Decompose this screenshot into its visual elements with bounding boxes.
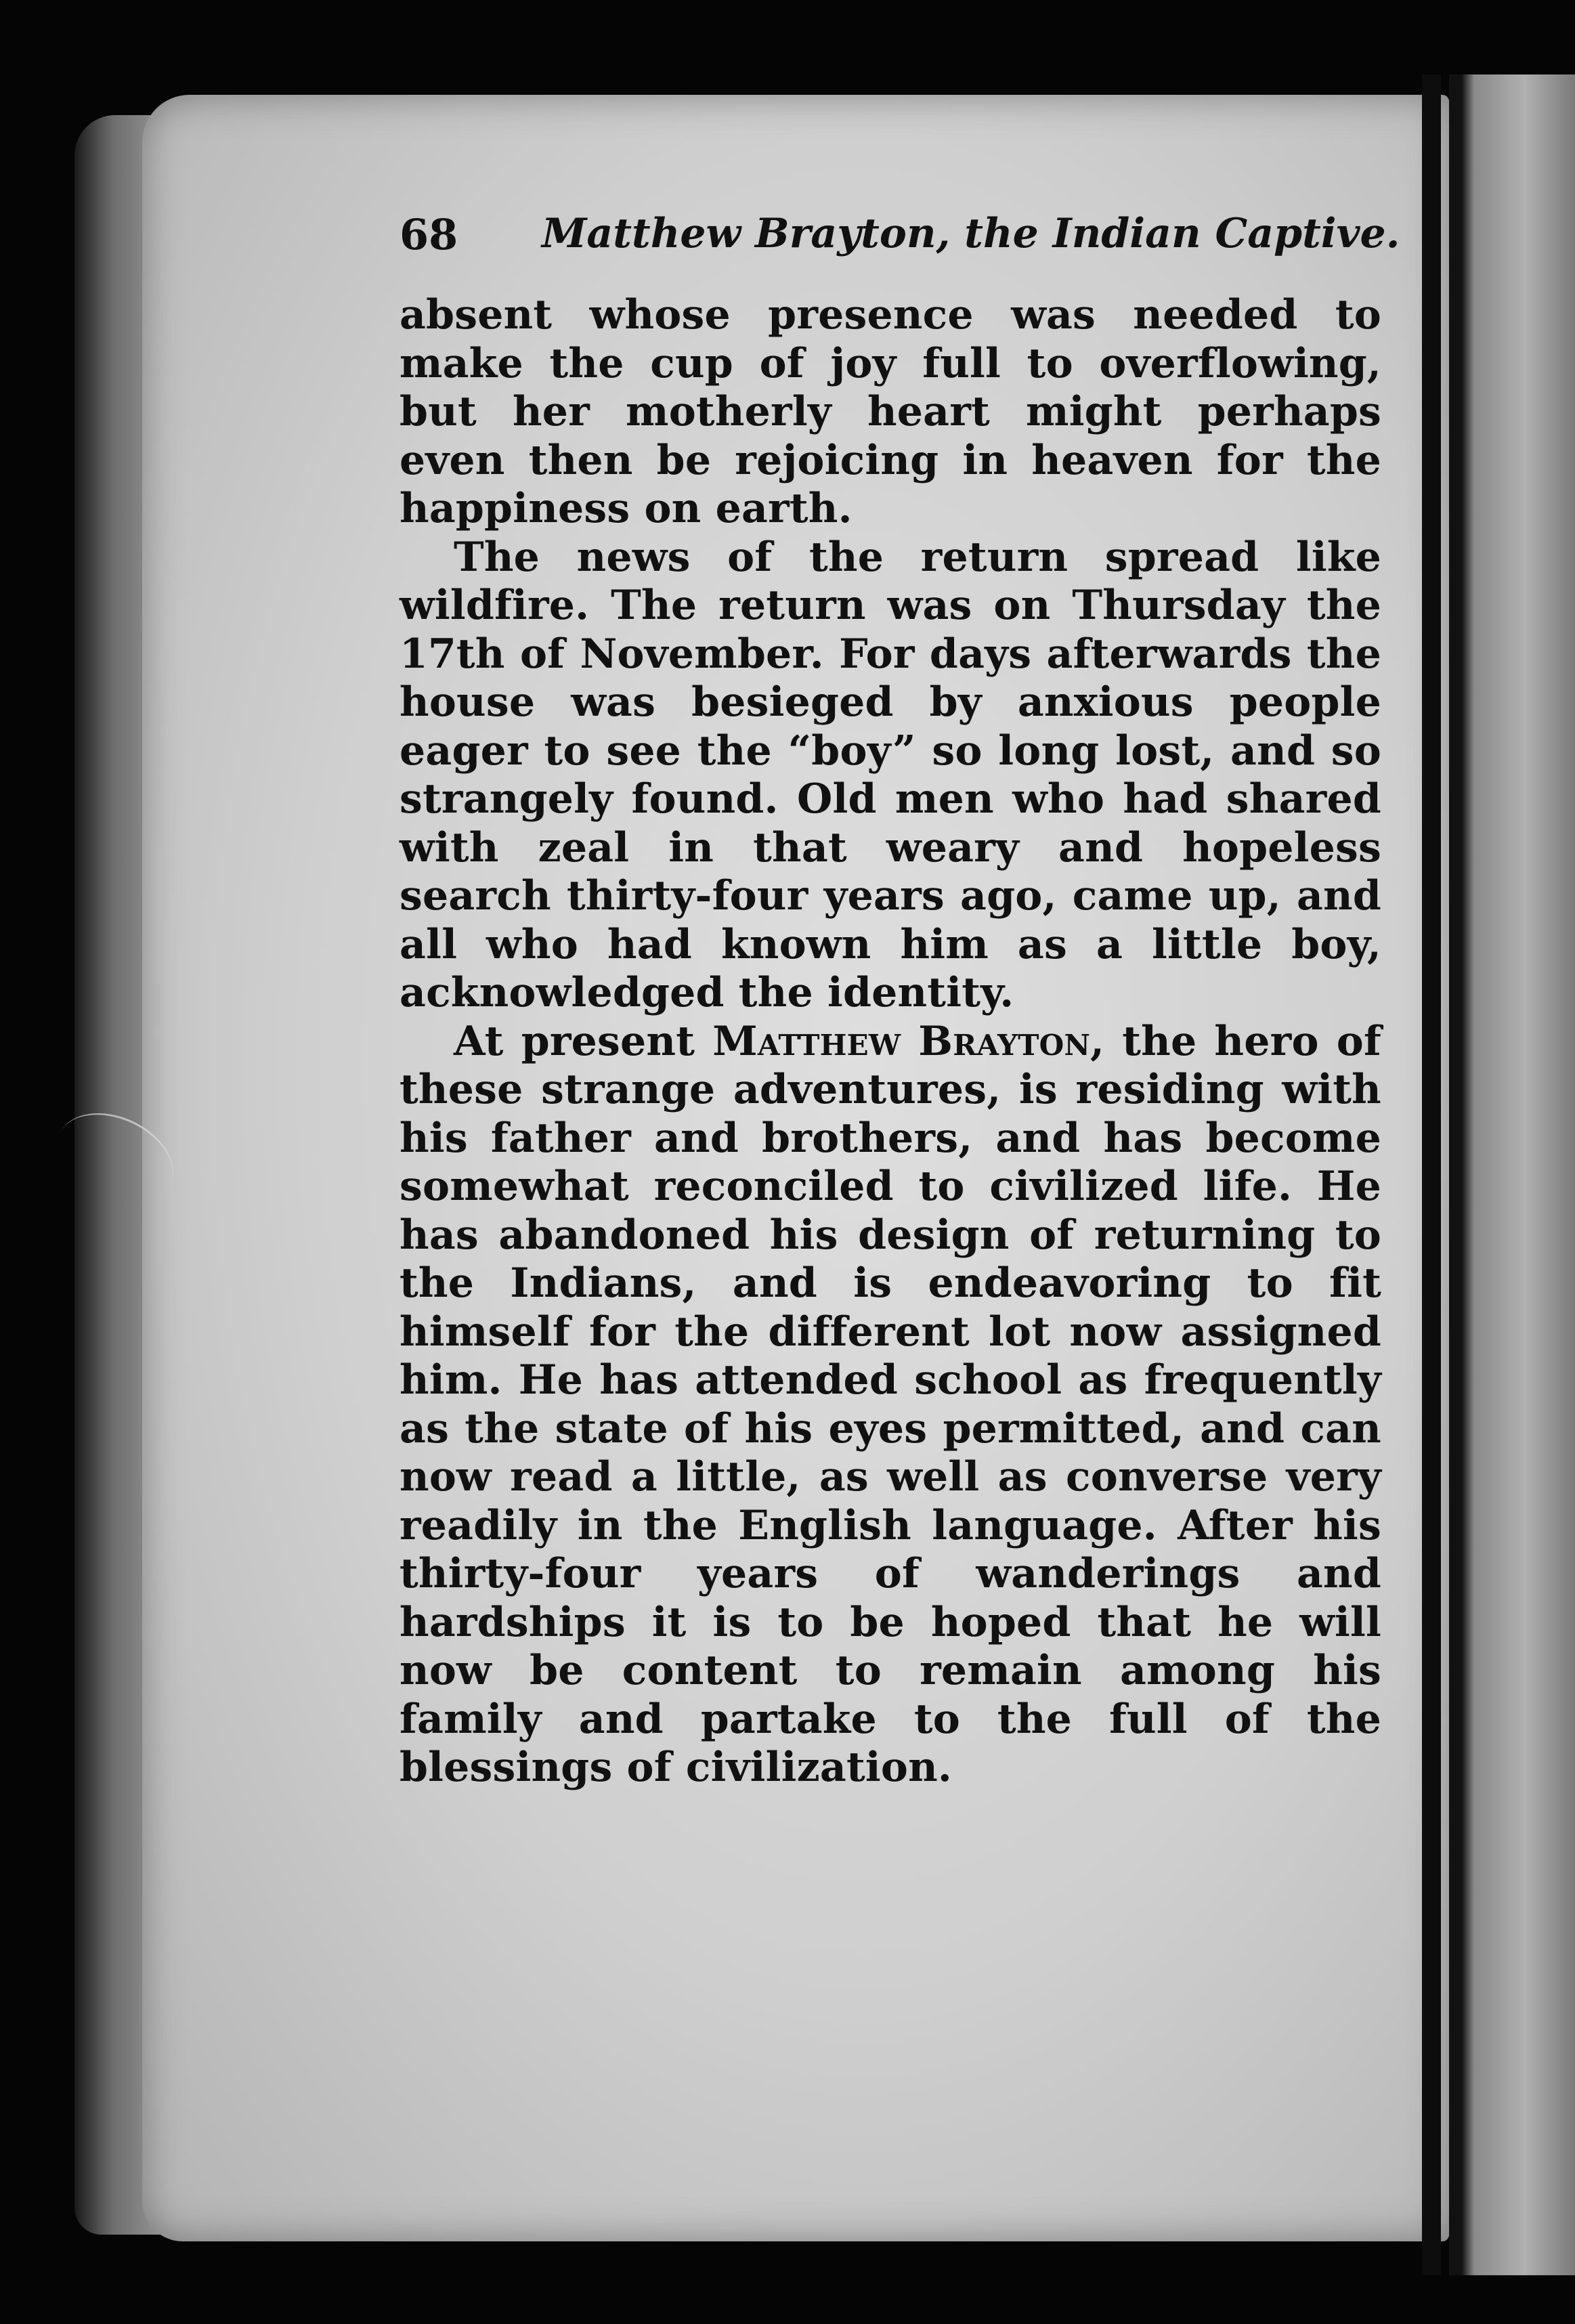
body-text: [400, 291, 1381, 1792]
running-title: Matthew Brayton, the Indian Captive.: [542, 210, 1400, 257]
paragraph-news-of-return: The news of the return spread like wildfire. The return was on Thursday the 17th of November. For days afterwards the house was besieged by anxious people eager to see the “boy” so long lost, and so strangely found. Old men who had shared with zeal in that weary and hopeless search thirty-four years ago, came up, and all who had known him as a little boy, acknowledged the identity.: [400, 533, 1381, 1016]
page-gutter: [1422, 74, 1441, 2275]
paragraph-lead: At present: [454, 1017, 713, 1065]
running-header: [400, 210, 1429, 271]
paragraph-body: , the hero of these strange adventures, is residing with his father and brothers, and has become somewhat reconciled to civilized life. He has abandoned his design of returning to the Indians, and is endeavoring to fit himself for the different lot now assigned him. He has attended school as frequently as the state of his eyes permitted, and can now read a little, as well as converse very readily in the English language. After his thirty-four years of wanderings and hardships it is to be hoped that he will now be content to remain among his family and partake to the full of the blessings of civilization.: [400, 1017, 1381, 1791]
right-page-edge: [1449, 74, 1575, 2275]
character-name: Matthew Brayton: [712, 1017, 1091, 1065]
paragraph-present: [400, 1018, 1381, 1792]
page-number: 68: [400, 210, 458, 259]
paragraph-continuation: absent whose presence was needed to make the cup of joy full to overflowing, but her motherly heart might perhaps even then be rejoicing in heaven for the happiness on earth.: [400, 291, 1381, 532]
